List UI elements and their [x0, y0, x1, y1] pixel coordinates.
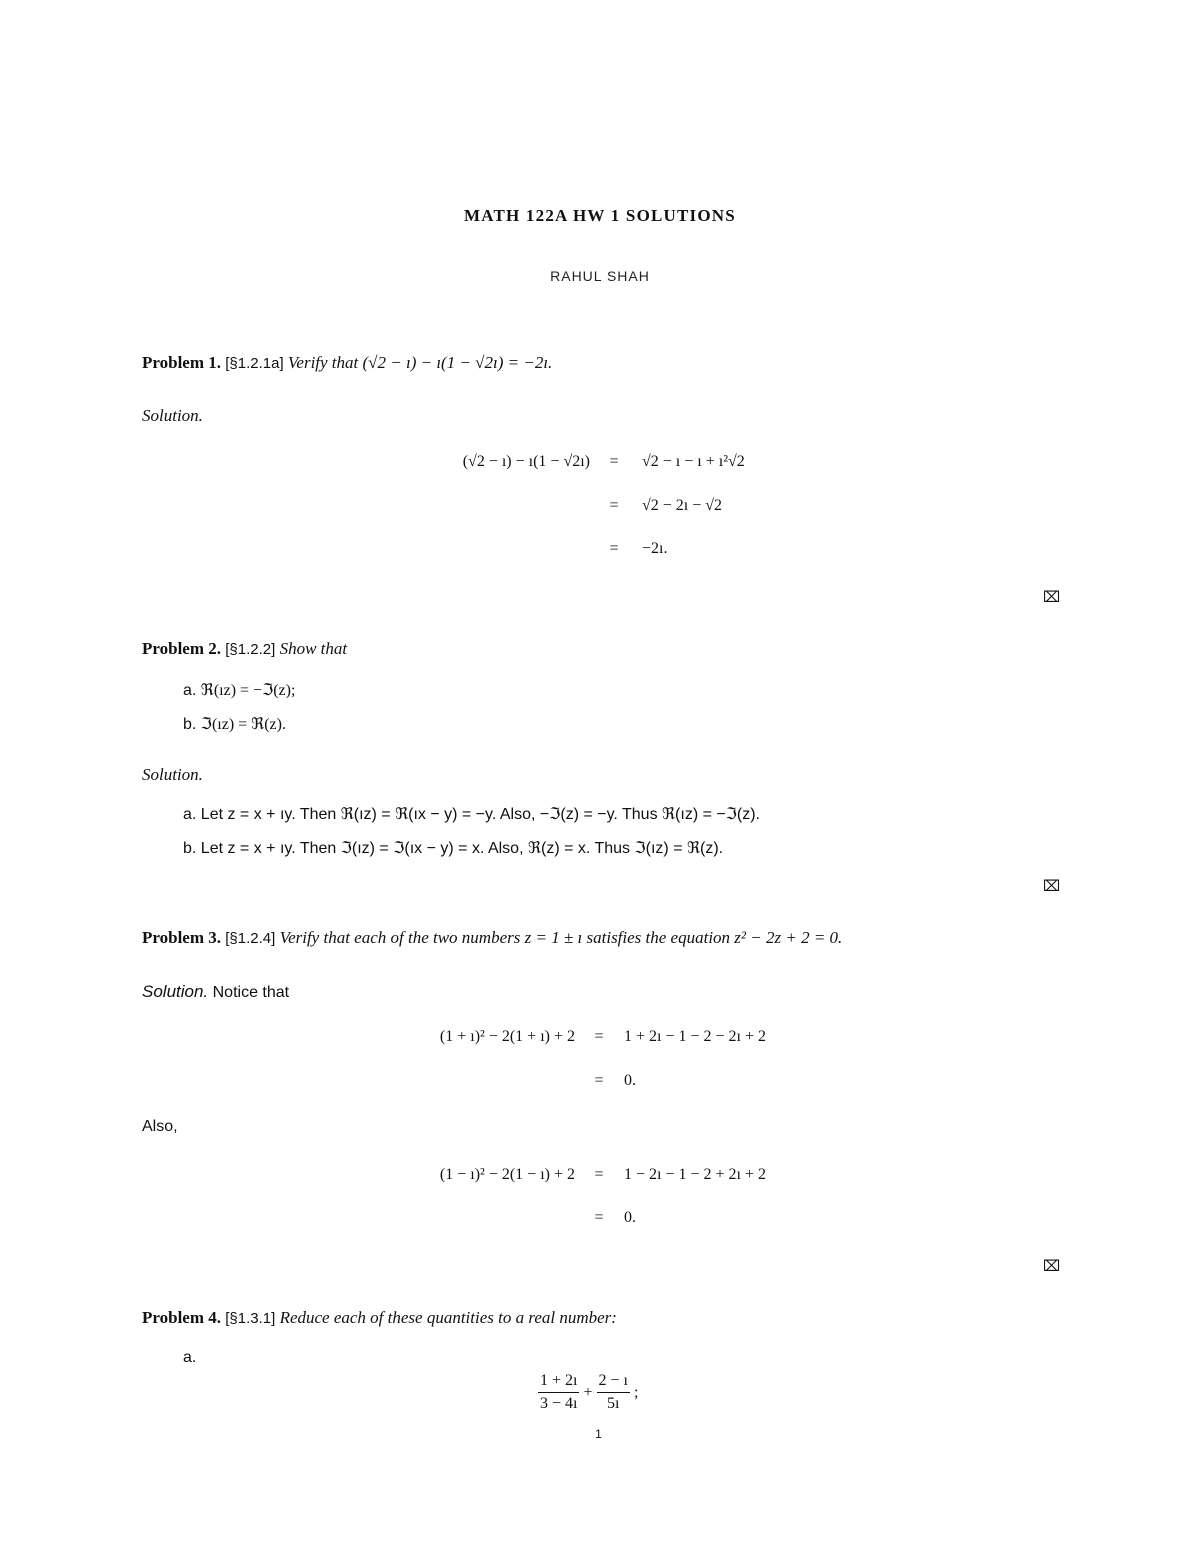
- problem-2-part-b: [183, 714, 286, 734]
- problem-2-heading: [142, 639, 347, 659]
- part-marker: a.: [183, 806, 197, 823]
- problem-2-ref: [§1.2.2]: [225, 641, 276, 658]
- problem-1-heading: [142, 353, 552, 373]
- p3-align1-row1-rhs: 1 + 2ı − 1 − 2 − 2ı + 2: [624, 1028, 767, 1045]
- part-text: ℑ(ız) = ℜ(z).: [200, 716, 286, 733]
- fraction-2-denominator: 5ı: [607, 1395, 620, 1412]
- part-text: Let z = x + ıy. Then ℑ(ız) = ℑ(ıx − y) = x. Also, ℜ(z) = x. Thus ℑ(ız) = ℜ(z).: [200, 840, 724, 857]
- p1-align-row3-eq: =: [609, 540, 619, 557]
- problem-2-solution-label: Solution.: [142, 765, 203, 784]
- problem-4-statement: Reduce each of these quantities to a real number:: [279, 1308, 617, 1327]
- problem-3-solution-line: [142, 982, 289, 1002]
- fraction-1: [538, 1372, 579, 1413]
- p1-align-row1-rhs: √2 − ı − ı + ı²√2: [642, 453, 745, 470]
- page-title: MATH 122A HW 1 SOLUTIONS: [464, 206, 736, 225]
- p3-align2-row2-eq: =: [594, 1209, 604, 1226]
- problem-2-part-a: [183, 680, 295, 700]
- author-name: RAHUL SHAH: [550, 268, 650, 284]
- problem-1-ref: [§1.2.1a]: [225, 355, 284, 372]
- qed-icon: ⌧: [1043, 877, 1061, 895]
- qed-icon: ⌧: [1043, 588, 1061, 606]
- p3-align1-row1-lhs: (1 + ı)² − 2(1 + ı) + 2: [439, 1028, 575, 1045]
- p3-align1-row2-eq: =: [594, 1072, 604, 1089]
- part-marker: b.: [183, 840, 197, 857]
- p1-align-row1-eq: =: [609, 453, 619, 470]
- problem-3-statement: Verify that each of the two numbers z = 1 ± ı satisfies the equation z² − 2z + 2 = 0.: [279, 928, 843, 947]
- part-text: ℜ(ız) = −ℑ(z);: [200, 682, 296, 699]
- problem-3-ref: [§1.2.4]: [225, 930, 276, 947]
- problem-2-label: Problem 2.: [142, 639, 222, 658]
- part-marker: b.: [183, 716, 197, 733]
- p3-align2-row1-rhs: 1 − 2ı − 1 − 2 + 2ı + 2: [624, 1166, 767, 1183]
- p3-align2-row1-eq: =: [594, 1166, 604, 1183]
- fraction-2: [597, 1372, 630, 1413]
- problem-4-part-a-expression: [538, 1372, 638, 1413]
- plus-sign: +: [583, 1383, 593, 1401]
- p1-align-row3-rhs: −2ı.: [642, 540, 668, 557]
- page-number: 1: [595, 1427, 602, 1441]
- fraction-1-numerator: 1 + 2ı: [538, 1372, 579, 1393]
- problem-1-statement: Verify that (√2 − ı) − ı(1 − √2ı) = −2ı.: [287, 353, 553, 372]
- problem-1-solution-label: Solution.: [142, 406, 203, 425]
- p3-align2-row1-lhs: (1 − ı)² − 2(1 − ı) + 2: [439, 1166, 575, 1183]
- problem-2-solution-a: [183, 804, 760, 824]
- p1-align-row1-lhs: (√2 − ı) − ı(1 − √2ı): [462, 453, 590, 470]
- p1-align-row2-rhs: √2 − 2ı − √2: [642, 497, 723, 514]
- problem-3-label: Problem 3.: [142, 928, 222, 947]
- problem-4-heading: [142, 1308, 617, 1328]
- part-text: Let z = x + ıy. Then ℜ(ız) = ℜ(ıx − y) = −y. Also, −ℑ(z) = −y. Thus ℜ(ız) = −ℑ(z).: [200, 806, 760, 823]
- p3-align1-row2-rhs: 0.: [624, 1072, 636, 1089]
- problem-3-solution-label: Solution.: [142, 982, 209, 1001]
- problem-3-heading: [142, 928, 842, 948]
- fraction-1-denominator: 3 − 4ı: [540, 1395, 578, 1412]
- problem-3-solution-intro: Notice that: [212, 984, 290, 1001]
- fraction-2-numerator: 2 − ı: [597, 1372, 630, 1393]
- problem-4-part-a-marker: a.: [183, 1349, 197, 1366]
- p3-align1-row1-eq: =: [594, 1028, 604, 1045]
- qed-icon: ⌧: [1043, 1257, 1061, 1275]
- problem-1-label: Problem 1.: [142, 353, 222, 372]
- expression-trail: ;: [633, 1383, 639, 1401]
- problem-4-label: Problem 4.: [142, 1308, 222, 1327]
- problem-2-solution-b: [183, 838, 723, 858]
- problem-4-ref: [§1.3.1]: [225, 1310, 276, 1327]
- problem-2-statement: Show that: [279, 639, 348, 658]
- problem-3-also: Also,: [142, 1118, 178, 1135]
- p3-align2-row2-rhs: 0.: [624, 1209, 636, 1226]
- p1-align-row2-eq: =: [609, 497, 619, 514]
- part-marker: a.: [183, 682, 197, 699]
